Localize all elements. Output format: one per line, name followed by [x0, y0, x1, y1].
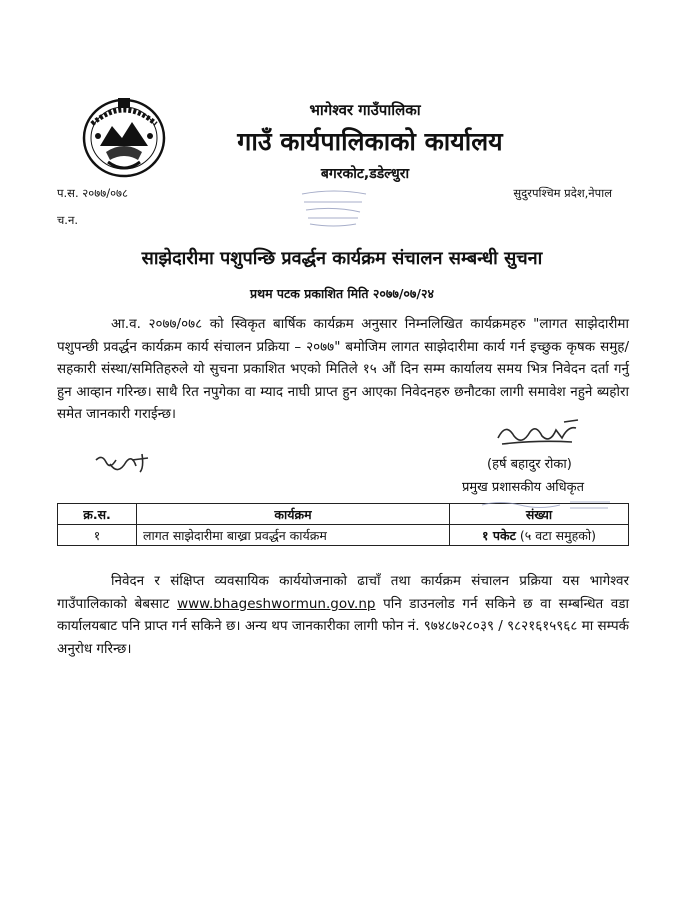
province-label: सुदुरपश्चिम प्रदेश,नेपाल	[513, 186, 612, 200]
row-quantity-count: १ पकेट	[482, 527, 516, 543]
row-sn: १	[58, 525, 137, 546]
row-quantity-detail: (५ वटा समुहको)	[519, 527, 596, 543]
column-header-program: कार्यक्रम	[137, 504, 450, 525]
column-header-quantity: संख्या	[450, 504, 629, 525]
paragraph-2-text-b: पनि डाउनलोड गर्न सकिने छ वा सम्बन्धित वडा कार्यालयबाट पनि प्राप्त गर्न सकिने छ। अन्य थप जानकारीका लागी फोन नं. ९७४८७२८०३९ / ९८२१६१५९६८ मा सम्पर्क अनुरोध गरिन्छ।	[57, 595, 629, 657]
table-stamp-icon	[480, 498, 614, 512]
row-quantity	[450, 525, 629, 546]
header-office: गाउँ कार्यपालिकाको कार्यालय	[237, 127, 503, 156]
signature-icon	[492, 418, 584, 452]
notice-paragraph-2	[57, 570, 629, 660]
signer-name: (हर्ष बहादुर रोका)	[487, 457, 572, 472]
initials-signature-icon	[92, 450, 152, 480]
row-program: लागत साझेदारीमा बाख्रा प्रवर्द्धन कार्यक्रम	[137, 525, 450, 546]
header-address: बगरकोट,डडेल्धुरा	[320, 166, 410, 182]
column-header-sn: क्र.स.	[58, 504, 137, 525]
paragraph-2-text-a: निवेदन र संक्षिप्त व्यवसायिक कार्ययोजनाको ढाचाँ तथा कार्यक्रम संचालन प्रक्रिया यस भागेश्वर गाउँपालिकाको बेबसाट	[57, 573, 629, 612]
nepal-emblem-icon	[78, 88, 170, 180]
website-link[interactable]: www.bhageshwormun.gov.np	[177, 595, 376, 612]
notice-title: साझेदारीमा पशुपन्छि प्रवर्द्धन कार्यक्रम संचालन सम्बन्धी सुचना	[141, 248, 543, 269]
signer-title: प्रमुख प्रशासकीय अधिकृत	[462, 480, 585, 495]
reference-number: प.स. २०७७/०७८	[57, 186, 129, 200]
dispatch-number: च.न.	[57, 213, 78, 227]
publication-date: प्रथम पटक प्रकाशित मिति २०७७/०७/२४	[249, 286, 434, 301]
table-row	[58, 525, 629, 546]
office-stamp-icon	[296, 186, 372, 230]
header-municipality: भागेश्वर गाउँपालिका	[309, 101, 421, 119]
notice-paragraph-1: आ.व. २०७७/०७८ को स्विकृत बार्षिक कार्यक्रम अनुसार निम्नलिखित कार्यक्रमहरु "लागत साझेदारीमा पशुपन्छी प्रवर्द्धन कार्यक्रम कार्य संचालन प्रक्रिया – २०७७" बमोजिम लागत साझेदारीमा कार्य गर्न इच्छुक कृषक समुह/सहकारी संस्था/समितिहरुले यो सुचना प्रकाशित भएको मितिले १५ औं दिन सम्म कार्यालय समय भित्र निवेदन दर्ता गर्नु हुन आव्हान गरिन्छ। साथै रित नपुगेका वा म्याद नाघी प्राप्त हुन आएका निवेदनहरु छनौटका लागी समावेश नहुने ब्यहोरा समेत जानकारी गराईन्छ।	[57, 316, 629, 422]
